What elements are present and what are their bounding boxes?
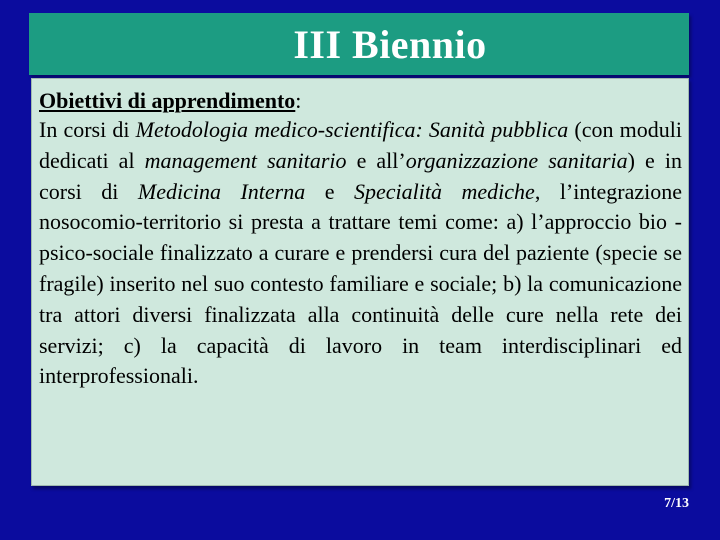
- body-segment-italic: Specialità mediche: [354, 178, 535, 204]
- title-bar: [29, 13, 689, 75]
- body-paragraph: [39, 115, 682, 392]
- body-segment-italic: Medicina Interna: [137, 178, 306, 204]
- body-segment-italic: management sanitario: [144, 147, 347, 173]
- heading-colon: :: [295, 88, 302, 113]
- body-segment: , l’integrazione nosocomio-territorio si presta a trattare temi come: a) l’approccio bio -psico-sociale finalizzato a curare e prendersi cura del paziente (specie se fragile) inserito nel suo contesto familiare e sociale; b) la comunicazione tra attori diversi finalizzata alla continuità delle cure nella rete dei servizi; c) la capacità di lavoro in team interdisciplinari ed interprofessionali.: [39, 178, 682, 389]
- body-segment-italic: organizzazione sanitaria: [405, 147, 628, 173]
- page-number: 7/13: [664, 496, 689, 511]
- body-segment: e: [305, 178, 355, 204]
- body-segment: In corsi di: [39, 117, 136, 142]
- body-segment: e all’: [346, 147, 406, 173]
- body-segment-italic: Metodologia medico-scientifica: Sanità pubblica: [135, 117, 569, 142]
- content-box: [31, 78, 689, 486]
- body-segment: ) e in corsi di: [39, 147, 682, 204]
- heading-line: [39, 86, 682, 115]
- body-segment: (con moduli dedicati al: [39, 117, 682, 173]
- slide-title: III Biennio: [293, 21, 487, 67]
- section-heading: Obiettivi di apprendimento: [39, 88, 296, 113]
